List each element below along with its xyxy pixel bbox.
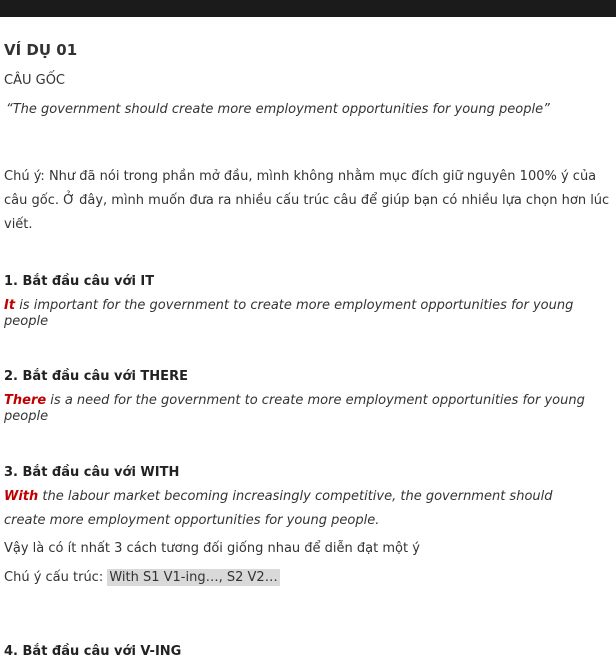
section-heading-v-ing: 4. Bắt đầu câu với V-ING (4, 644, 182, 657)
structure-note (4, 570, 280, 585)
structure-formula: With S1 V1-ing…, S2 V2… (109, 570, 278, 585)
section-heading-it: 1. Bắt đầu câu với IT (4, 274, 155, 289)
note-paragraph: Chú ý: Như đã nói trong phần mở đầu, mình không nhằm mục đích giữ nguyên 100% ý của câu gốc. Ở đây, mình muốn đưa ra nhiều cấu trúc câu để giúp bạn có nhiều lựa chọn hơn lúc viết. (4, 169, 610, 232)
example-title: VÍ DỤ 01 (4, 41, 78, 59)
lead-word: There (4, 393, 47, 408)
example-sentence-with (4, 485, 564, 533)
example-text: is a need for the government to create more employment opportunities for young people (4, 393, 585, 424)
top-bar (0, 0, 616, 17)
example-text: the labour market becoming increasingly competitive, the government should create more employment opportunities for young people. (4, 489, 553, 528)
section-heading-with: 3. Bắt đầu câu với WITH (4, 465, 180, 480)
example-sentence-it (4, 298, 604, 330)
section-heading-there: 2. Bắt đầu câu với THERE (4, 369, 188, 384)
summary-text: Vậy là có ít nhất 3 cách tương đối giống nhau để diễn đạt một ý (4, 541, 420, 556)
structure-label: Chú ý cấu trúc: (4, 570, 108, 585)
lead-word: With (4, 489, 39, 504)
lead-word: It (4, 298, 16, 313)
example-sentence-there (4, 393, 604, 425)
example-text: is important for the government to create more employment opportunities for young people (4, 298, 574, 329)
original-sentence: “The government should create more employment opportunities for young people” (6, 102, 550, 117)
original-sentence-label: CÂU GỐC (4, 73, 66, 88)
